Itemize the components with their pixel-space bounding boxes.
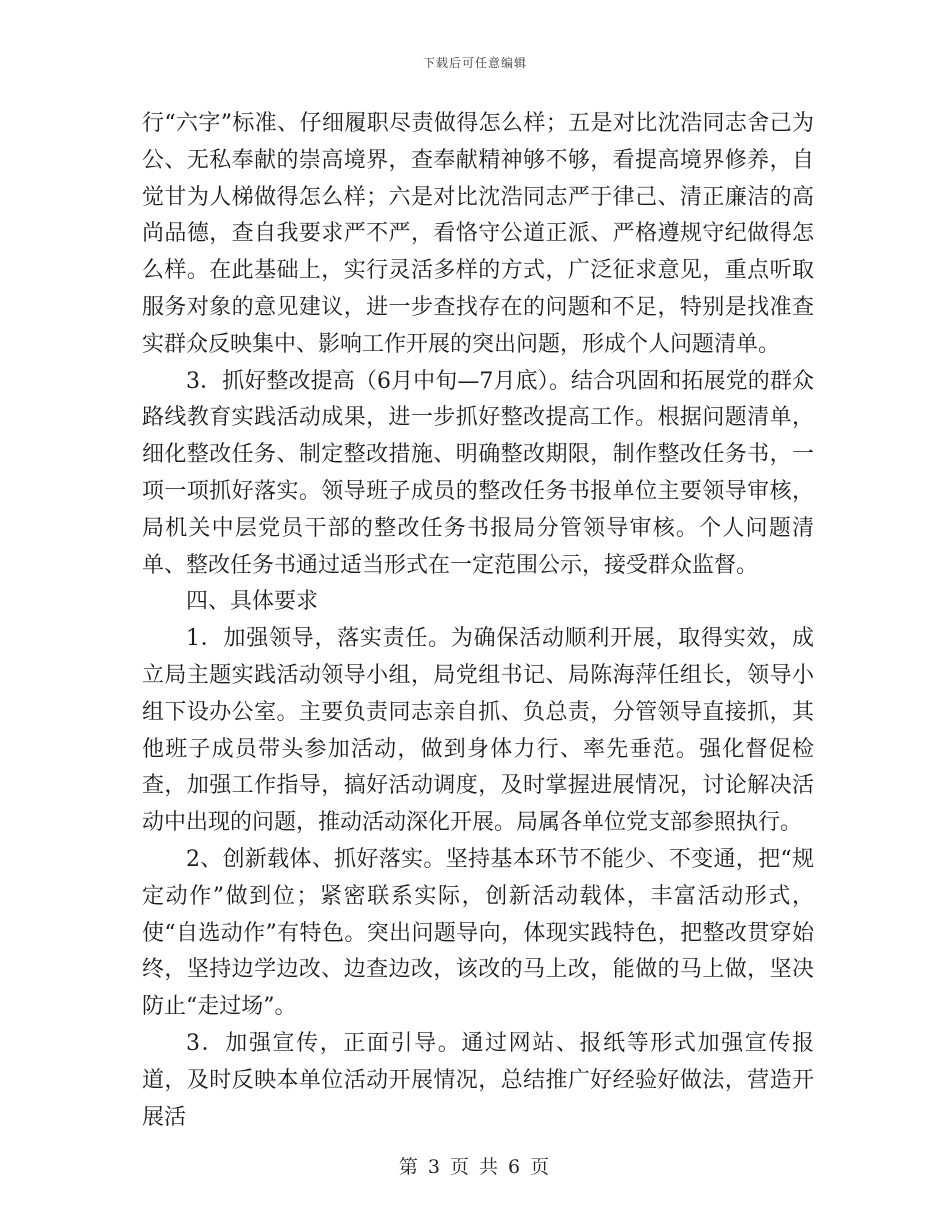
- page-footer: [0, 1152, 950, 1179]
- body-content: [142, 106, 814, 1136]
- paragraph-5: 3．加强宣传，正面引导。通过网站、报纸等形式加强宣传报道，及时反映本单位活动开展情况，总结推广好经验好做法，营造开展活: [142, 1030, 814, 1130]
- paragraph-1: 行“六字”标准、仔细履职尽责做得怎么样；五是对比沈浩同志舍己为公、无私奉献的崇高境界，查奉献精神够不够，看提高境界修养，自觉甘为人梯做得怎么样；六是对比沈浩同志严于律己、清正廉洁的高尚品德，查自我要求严不严，看恪守公道正派、严格遵规守纪做得怎么样。在此基础上，实行灵活多样的方式，广泛征求意见，重点听取服务对象的意见建议，进一步查找存在的问题和不足，特别是找准查实群众反映集中、影响工作开展的突出问题，形成个人问题清单。: [142, 111, 814, 357]
- footer-middle: 页 共: [449, 1156, 501, 1178]
- current-page-number: 3: [427, 1156, 442, 1178]
- header-note: 下载后可任意编辑: [422, 56, 527, 70]
- total-pages-number: 6: [508, 1156, 523, 1178]
- footer-suffix: 页: [530, 1156, 552, 1178]
- footer-prefix: 第: [398, 1156, 420, 1178]
- paragraph-3: 1．加强领导，落实责任。为确保活动顺利开展，取得实效，成立局主题实践活动领导小组，局党组书记、局陈海萍任组长，领导小组下设办公室。主要负责同志亲自抓、负总责，分管领导直接抓，其他班子成员带头参加活动，做到身体力行、率先垂范。强化督促检查，加强工作指导，搞好活动调度，及时掌握进展情况，讨论解决活动中出现的问题，推动活动深化开展。局属各单位党支部参照执行。: [142, 626, 814, 836]
- section-heading: 四、具体要求: [186, 589, 319, 615]
- paragraph-2: 3．抓好整改提高（6月中旬—7月底）。结合巩固和拓展党的群众路线教育实践活动成果，进一步抓好整改提高工作。根据问题清单，细化整改任务、制定整改措施、明确整改期限，制作整改任务书，一项一项抓好落实。领导班子成员的整改任务书报单位主要领导审核，局机关中层党员干部的整改任务书报局分管领导审核。个人问题清单、整改任务书通过适当形式在一定范围公示，接受群众监督。: [142, 368, 814, 578]
- paragraph-4: 2、创新载体、抓好落实。坚持基本环节不能少、不变通，把“规定动作”做到位；紧密联系实际，创新活动载体，丰富活动形式，使“自选动作”有特色。突出问题导向，体现实践特色，把整改贯穿始终，坚持边学边改、边查边改，该改的马上改，能做的马上做，坚决防止“走过场”。: [142, 846, 814, 1020]
